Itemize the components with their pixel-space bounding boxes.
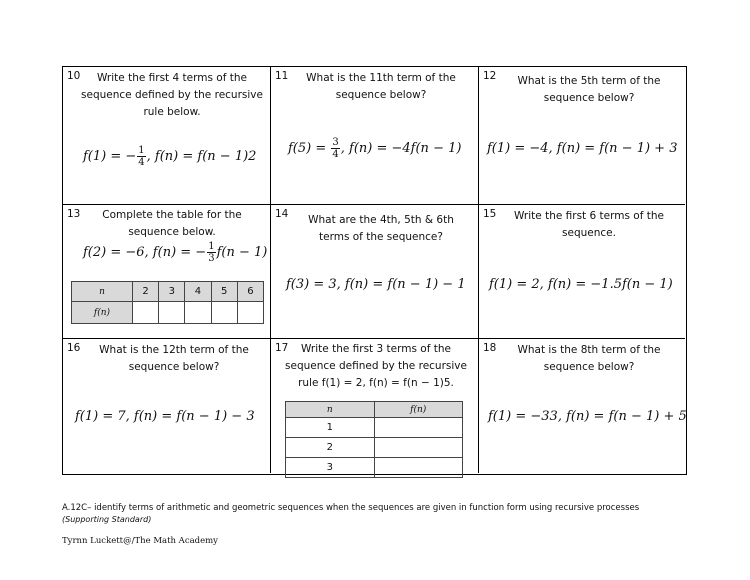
answer-cell[interactable] [211, 302, 237, 324]
answer-cell[interactable] [374, 418, 463, 438]
problem-15 [479, 205, 685, 339]
table-row-n: 1 [286, 418, 375, 438]
table-header-cell: 2 [132, 282, 158, 302]
problem-18 [479, 339, 685, 473]
table-header-n: n [72, 282, 133, 302]
problem-number: 15 [483, 208, 497, 220]
answer-cell[interactable] [132, 302, 158, 324]
problem-question: Write the first 4 terms of the sequence defined by the recursive rule below. [81, 72, 263, 118]
problem-11 [271, 67, 479, 205]
recursive-formula: f(1) = − $\frac{1}{4}$ , f(n) = f(n − 1)2 [83, 145, 257, 168]
problem-number: 12 [483, 70, 497, 82]
answer-cell[interactable] [237, 302, 263, 324]
table-header-cell: 4 [185, 282, 211, 302]
problem-number: 14 [275, 208, 289, 220]
worksheet-grid [62, 66, 687, 475]
answer-cell[interactable] [159, 302, 185, 324]
problem-number: 18 [483, 342, 497, 354]
recursive-formula: f(3) = 3, f(n) = f(n − 1) − 1 [286, 277, 466, 292]
problem-question: What is the 11th term of the sequence below? [306, 72, 456, 101]
answer-cell[interactable] [374, 458, 463, 478]
problem-question: What are the 4th, 5th & 6th terms of the sequence? [308, 214, 454, 243]
problem-10 [63, 67, 271, 205]
problem-number: 10 [67, 70, 81, 82]
author-credit: Tyrnn Luckett@/The Math Academy [62, 536, 218, 546]
problem-number: 16 [67, 342, 81, 354]
problem-13 [63, 205, 271, 339]
problem-question: What is the 12th term of the sequence below? [99, 344, 249, 373]
sequence-table [71, 281, 264, 324]
recursive-formula: f(2) = −6, f(n) = − $\frac{1}{3}$ f(n − 1) [83, 241, 268, 264]
problem-14 [271, 205, 479, 339]
problem-12 [479, 67, 685, 205]
recursive-formula: f(1) = −4, f(n) = f(n − 1) + 3 [487, 141, 678, 156]
table-header-fn: f(n) [374, 402, 463, 418]
table-header-cell: 3 [159, 282, 185, 302]
table-row-n: 3 [286, 458, 375, 478]
problem-number: 11 [275, 70, 289, 82]
problem-question: Complete the table for the sequence below. [102, 209, 242, 238]
recursive-formula: f(5) = $\frac{3}{4}$ , f(n) = −4f(n − 1) [288, 137, 462, 160]
problem-16 [63, 339, 271, 473]
table-row-label-fn: f(n) [72, 302, 133, 324]
recursive-formula: f(1) = 2, f(n) = −1.5f(n − 1) [489, 277, 673, 292]
table-header-cell: 6 [237, 282, 263, 302]
answer-cell[interactable] [374, 438, 463, 458]
problem-17 [271, 339, 479, 473]
problem-number: 17 [275, 342, 289, 354]
sequence-table [285, 401, 463, 478]
problem-question: Write the first 6 terms of the sequence. [514, 210, 664, 239]
answer-cell[interactable] [185, 302, 211, 324]
table-header-n: n [286, 402, 375, 418]
recursive-formula: f(1) = −33, f(n) = f(n − 1) + 5 [488, 409, 687, 424]
problem-question: Write the first 3 terms of the sequence defined by the recursive rule f(1) = 2, f(n) = f(n − 1)5. [285, 343, 467, 389]
problem-number: 13 [67, 208, 81, 220]
standard-text: A.12C– identify terms of arithmetic and geometric sequences when the sequences are given in function form using recursive processes [62, 503, 640, 513]
recursive-formula: f(1) = 7, f(n) = f(n − 1) − 3 [75, 409, 255, 424]
standard-type: (Supporting Standard) [62, 515, 152, 524]
problem-question: What is the 8th term of the sequence below? [517, 344, 661, 373]
table-header-cell: 5 [211, 282, 237, 302]
problem-question: What is the 5th term of the sequence below? [517, 75, 661, 104]
table-row-n: 2 [286, 438, 375, 458]
